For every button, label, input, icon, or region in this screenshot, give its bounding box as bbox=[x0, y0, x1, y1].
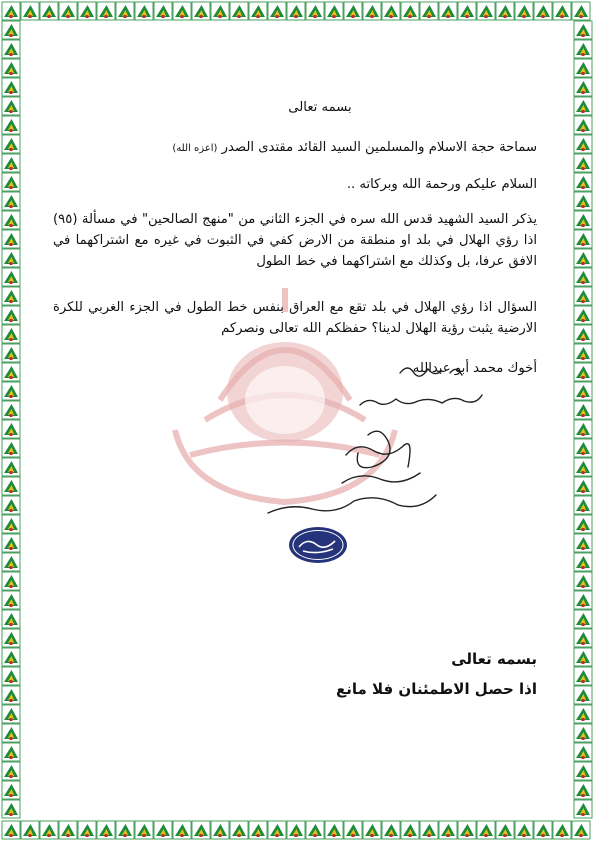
letter-greeting: السلام عليكم ورحمة الله وبركاته .. bbox=[346, 177, 537, 192]
typed-reply-heading: بسمه تعالى bbox=[451, 650, 537, 668]
letter-paragraph-2: السؤال اذا رؤي الهلال في بلد تقع مع العراق بنفس خط الطول في الجزء الغربي للكرة الارضية يثبت رؤية الهلال لدينا؟ حفظكم الله تعالى ونصركم bbox=[53, 300, 537, 336]
handwritten-reply bbox=[250, 355, 510, 535]
recipient-honorific: (اعزه الله) bbox=[172, 143, 218, 154]
letter-heading: بسمه تعالى bbox=[288, 100, 352, 115]
official-seal-stamp bbox=[287, 525, 349, 565]
letter-recipient bbox=[57, 137, 537, 159]
letter-sender: أخوك محمد أبو عبدالله bbox=[412, 361, 537, 376]
typed-reply-answer: اذا حصل الاطمئنان فلا مانع bbox=[335, 680, 537, 698]
letter-paragraph-1: يذكر السيد الشهيد قدس الله سره في الجزء الثاني من "منهج الصالحين" في مسألة (٩٥) اذا رؤي الهلال في بلد او منطقة من الارض كفي في الثبوت في غيره مع اشتراكهما في الافق عرفا، بل وكذلك مع اشتراكهما في خط الطول bbox=[53, 212, 537, 269]
recipient-name: سماحة حجة الاسلام والمسلمين السيد القائد مقتدى الصدر bbox=[221, 140, 537, 155]
